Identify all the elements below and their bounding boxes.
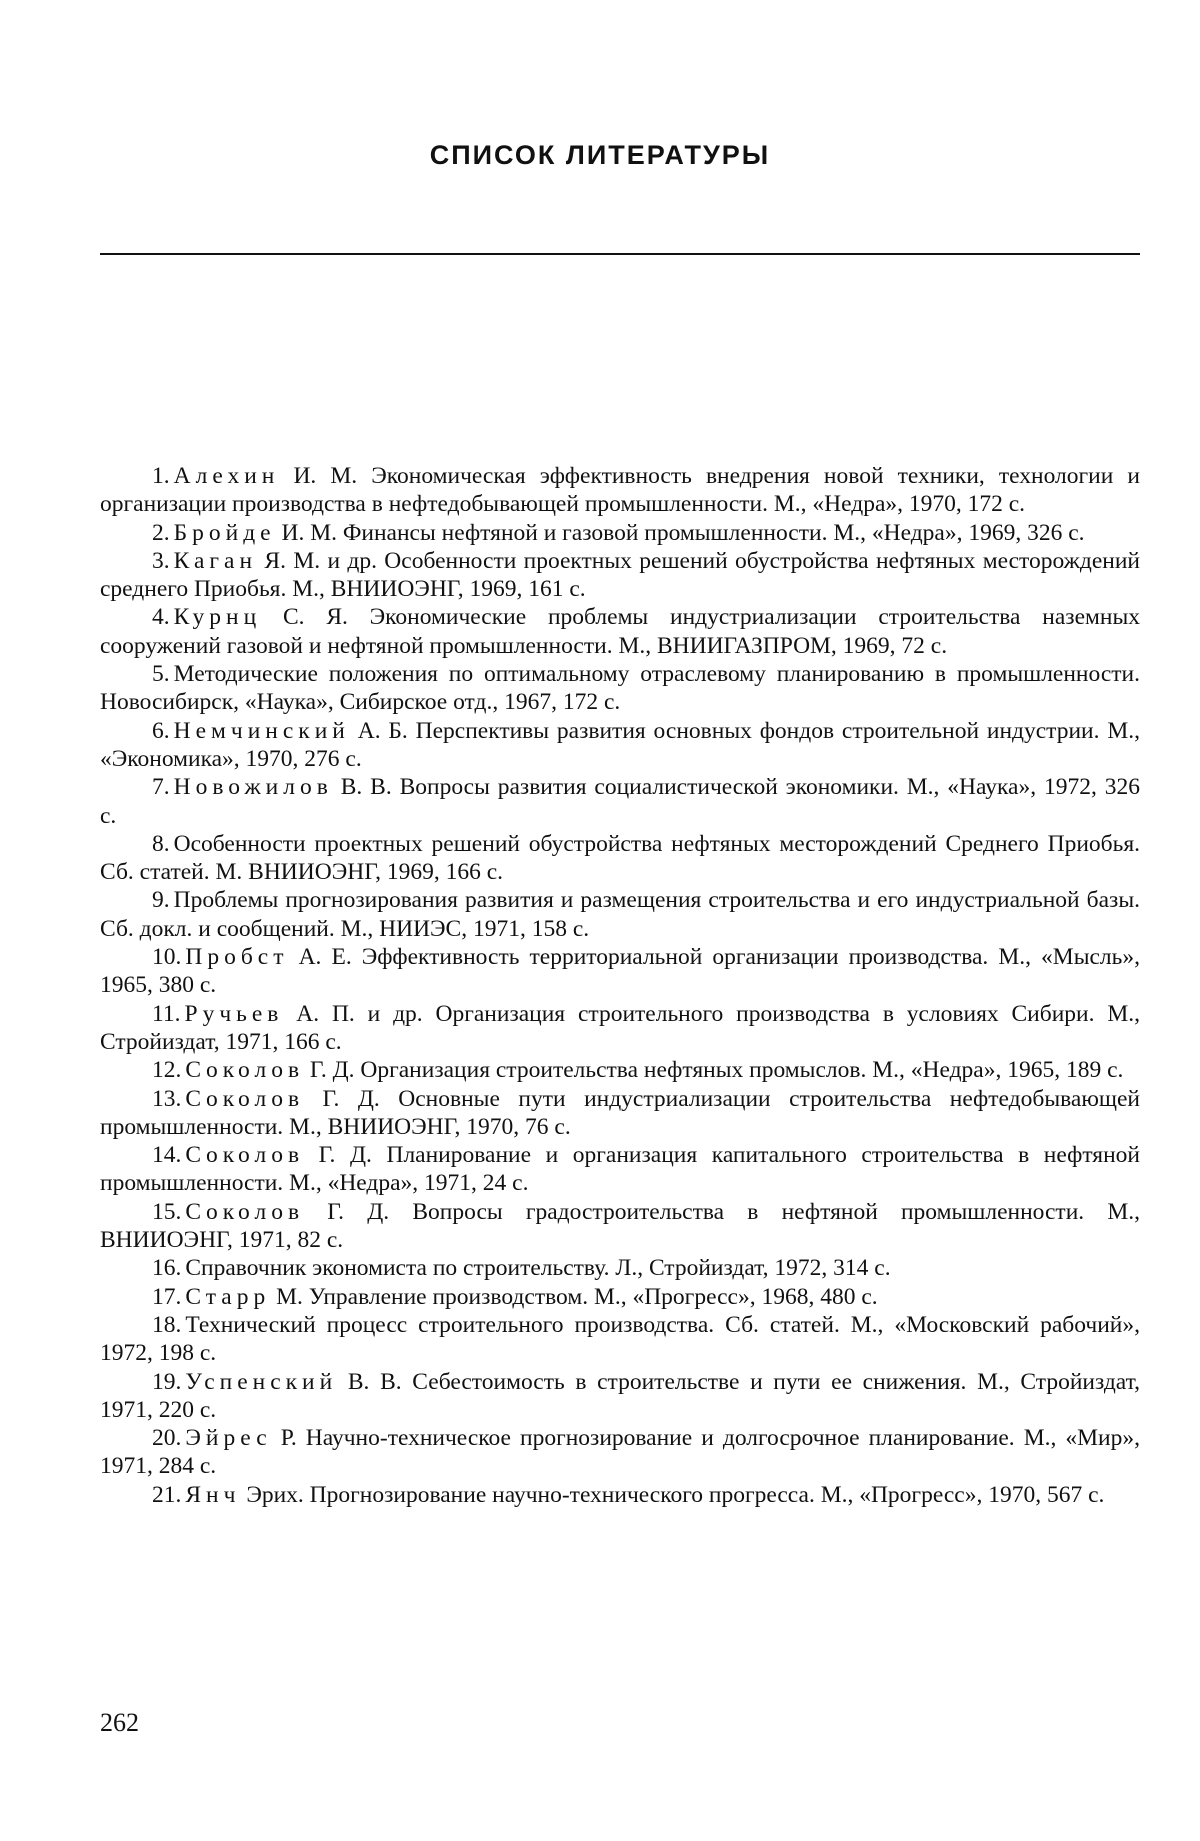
reference-item-18: [100, 1311, 1140, 1368]
reference-author: Соколов: [185, 1085, 305, 1112]
reference-item-3: [100, 547, 1140, 604]
reference-number: 10.: [152, 944, 182, 971]
reference-text: М. Управление производством. М., «Прогресс», 1968, 480 с.: [270, 1283, 878, 1310]
reference-number: 11.: [152, 1000, 181, 1027]
reference-number: 8.: [152, 830, 170, 857]
reference-number: 16.: [152, 1255, 182, 1282]
reference-item-5: [100, 660, 1140, 717]
page-title: СПИСОК ЛИТЕРАТУРЫ: [429, 140, 771, 170]
reference-text: Р. Научно-техническое прогнозирование и долгосрочное планирование. М., «Мир», 1971, 284 с.: [100, 1425, 1140, 1480]
reference-number: 3.: [152, 547, 170, 574]
reference-author: Немчинский: [173, 717, 350, 744]
reference-item-6: [100, 717, 1140, 774]
reference-text: А. Б. Перспективы развития основных фондов строительной индустрии. М., «Экономика», 1970, 276 с.: [100, 717, 1140, 772]
reference-item-13: [100, 1085, 1140, 1142]
reference-text: Технический процесс строительного производства. Сб. статей. М., «Московский рабочий», 1972, 198 с.: [100, 1311, 1140, 1367]
reference-number: 6.: [152, 717, 170, 744]
reference-author: Каган: [173, 547, 258, 574]
reference-item-9: [100, 886, 1140, 943]
reference-text: В. В. Вопросы развития социалистической экономики. М., «Наука», 1972, 326 с.: [100, 774, 1140, 829]
reference-author: Эйрес: [185, 1425, 272, 1452]
reference-number: 4.: [152, 604, 170, 631]
reference-author: Алехин: [173, 463, 280, 489]
reference-text: Особенности проектных решений обустройства нефтяных месторождений Среднего Приобья. Сб. статей. М. ВНИИОЭНГ, 1969, 166 с.: [100, 830, 1140, 886]
reference-text: И. М. Финансы нефтяной и газовой промышленности. М., «Недра», 1969, 326 с.: [275, 519, 1085, 546]
reference-item-19: [100, 1368, 1140, 1425]
reference-number: 18.: [152, 1311, 182, 1338]
reference-text: И. М. Экономическая эффективность внедрения новой техники, технологии и организации производства в нефтедобывающей промышленности. М., «Недра», 1970, 172 с.: [100, 463, 1140, 518]
reference-number: 13.: [152, 1085, 182, 1112]
reference-number: 20.: [152, 1425, 182, 1452]
reference-text: Г. Д. Основные пути индустриализации строительства нефтедобывающей промышленности. М., ВНИИОЭНГ, 1970, 76 с.: [100, 1085, 1140, 1140]
reference-text: А. П. и др. Организация строительного производства в условиях Сибири. М., Стройиздат, 1971, 166 с.: [100, 1000, 1140, 1055]
reference-text: А. Е. Эффективность территориальной организации производства. М., «Мысль», 1965, 380 с.: [100, 944, 1140, 999]
reference-list: [100, 462, 1140, 1509]
reference-item-15: [100, 1198, 1140, 1255]
reference-author: Янч: [185, 1481, 241, 1508]
reference-author: Соколов: [185, 1057, 305, 1084]
reference-item-12: [100, 1056, 1140, 1084]
page-number: 262: [100, 1708, 139, 1737]
reference-item-4: [100, 603, 1140, 660]
reference-item-2: [100, 519, 1140, 547]
reference-item-21: [100, 1481, 1140, 1509]
reference-number: 12.: [152, 1057, 182, 1084]
reference-number: 17.: [152, 1283, 182, 1310]
reference-item-11: [100, 1000, 1140, 1057]
reference-author: Старр: [185, 1283, 271, 1310]
reference-text: Эрих. Прогнозирование научно-технического прогресса. М., «Прогресс», 1970, 567 с.: [240, 1481, 1105, 1508]
reference-item-20: [100, 1424, 1140, 1481]
reference-author: Пробст: [185, 944, 289, 971]
reference-number: 19.: [152, 1368, 182, 1395]
reference-text: Методические положения по оптимальному отраслевому планированию в промышленности. Новосибирск, «Наука», Сибирское отд., 1967, 172 с.: [100, 661, 1140, 716]
reference-number: 9.: [152, 887, 170, 914]
reference-text: Г. Д. Планирование и организация капитального строительства в нефтяной промышленности. М., «Недра», 1971, 24 с.: [100, 1142, 1140, 1197]
reference-text: С. Я. Экономические проблемы индустриализации строительства наземных сооружений газовой и нефтяной промышленности. М., ВНИИГАЗПРОМ, 1969, 72 с.: [100, 604, 1140, 659]
reference-item-7: [100, 773, 1140, 830]
reference-number: 2.: [152, 519, 170, 546]
reference-number: 15.: [152, 1198, 182, 1225]
reference-item-17: [100, 1283, 1140, 1311]
reference-number: 5.: [152, 661, 170, 688]
reference-item-10: [100, 943, 1140, 1000]
reference-item-16: [100, 1254, 1140, 1282]
title-rule: [100, 253, 1140, 255]
reference-author: Бройде: [173, 519, 276, 546]
reference-item-8: [100, 830, 1140, 887]
reference-author: Новожилов: [173, 774, 333, 801]
reference-text: Справочник экономиста по строительству. Л., Стройиздат, 1972, 314 с.: [185, 1255, 891, 1282]
reference-text: В. В. Себестоимость в строительстве и пути ее снижения. М., Стройиздат, 1971, 220 с.: [100, 1368, 1140, 1423]
reference-number: 14.: [152, 1142, 182, 1169]
reference-number: 7.: [152, 774, 170, 801]
reference-item-1: [100, 462, 1140, 519]
reference-author: Соколов: [185, 1198, 305, 1225]
reference-text: Г. Д. Организация строительства нефтяных промыслов. М., «Недра», 1965, 189 с.: [304, 1057, 1124, 1084]
reference-author: Соколов: [185, 1142, 305, 1169]
reference-author: Курнц: [173, 604, 262, 631]
reference-author: Успенский: [185, 1368, 338, 1395]
reference-number: 1.: [152, 463, 170, 489]
reference-author: Ручьев: [184, 1000, 284, 1027]
reference-text: Г. Д. Вопросы градостроительства в нефтяной промышленности. М., ВНИИОЭНГ, 1971, 82 с.: [100, 1198, 1140, 1254]
reference-item-14: [100, 1141, 1140, 1198]
reference-number: 21.: [152, 1481, 182, 1508]
reference-text: Я. М. и др. Особенности проектных решений обустройства нефтяных месторождений среднего Приобья. М., ВНИИОЭНГ, 1969, 161 с.: [100, 547, 1140, 603]
reference-text: Проблемы прогнозирования развития и размещения строительства и его индустриальной базы. Сб. докл. и сообщений. М., НИИЭС, 1971, 158 с.: [100, 887, 1140, 942]
